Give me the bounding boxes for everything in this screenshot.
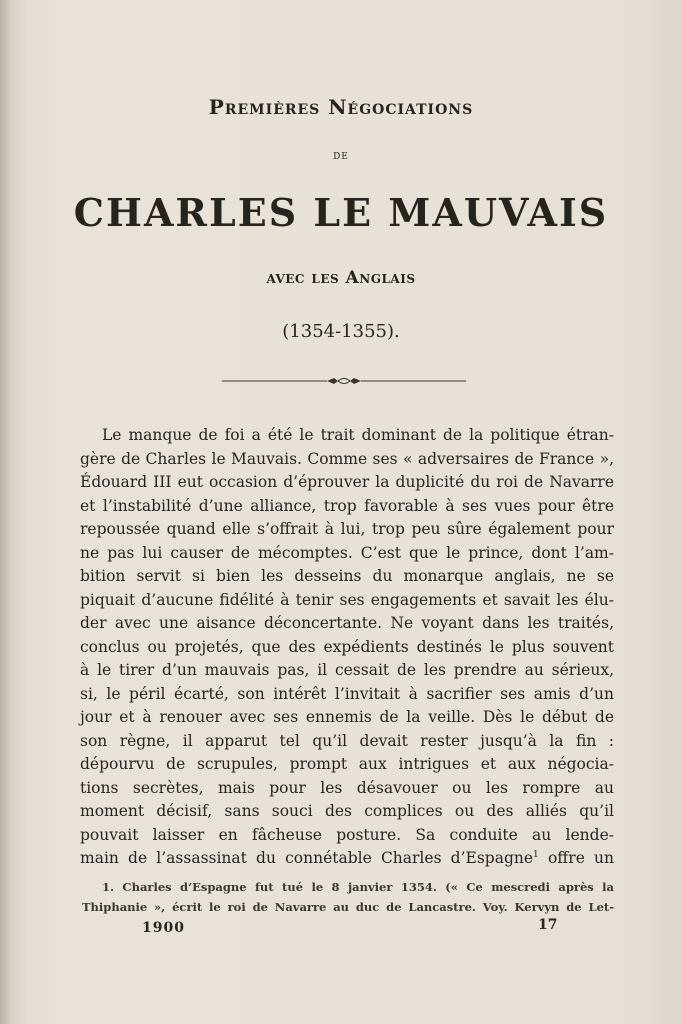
footnote-marker: 1 [533, 849, 539, 860]
date-range: (1354-1355). [282, 321, 400, 342]
pre-title: Premières Négociations [208, 95, 474, 119]
main-title: CHARLES LE MAUVAIS [73, 190, 609, 235]
signature-page-number: 17 [538, 917, 558, 933]
footnote [82, 877, 614, 917]
text-line: Le manque de foi a été le trait dominant de la politique étran- [102, 426, 614, 444]
text-line: bition servit si bien les desseins du monarque anglais, ne se [80, 567, 614, 585]
text-line-last [80, 847, 614, 871]
text-line: à le tirer d’un mauvais pas, il cessait de les prendre au sérieux, [80, 661, 614, 679]
divider-ornament [222, 375, 466, 387]
subtitle: avec les Anglais [266, 268, 416, 288]
text-line: jour et à renouer avec ses ennemis de la veille. Dès le début de [80, 708, 614, 726]
text-line: pouvait laisser en fâcheuse posture. Sa conduite au lende- [80, 825, 614, 844]
text-line: der avec une aisance déconcertante. Ne voyant dans les traités, [80, 614, 614, 632]
last-line-text: main de l’assassinat du connétable Charles d’Espagne [80, 849, 534, 867]
text-line: moment décisif, sans souci des complices ou des alliés qu’il [80, 802, 614, 820]
text-line: son règne, il apparut tel qu’il devait rester jusqu’à la fin : [80, 731, 614, 750]
text-line: repoussée quand elle s’offrait à lui, trop peu sûre également pour [80, 520, 614, 538]
text-line: piquait d’aucune fidélité à tenir ses engagements et savait les élu- [80, 590, 614, 609]
last-line-end: offre un [538, 849, 614, 867]
text-line: gère de Charles le Mauvais. Comme ses « adversaires de France », [80, 449, 614, 468]
text-line: et l’instabilité d’une alliance, trop favorable à ses vues pour être [80, 496, 614, 515]
text-line: tions secrètes, mais pour les désavouer ou les rompre au [80, 778, 614, 797]
footnote-line: 1. Charles d’Espagne fut tué le 8 janvier 1354. (« Ce mescredi après la [102, 880, 614, 894]
signature-year: 1900 [142, 920, 185, 936]
footnote-line: Thiphanie », écrit le roi de Navarre au duc de Lancastre. Voy. Kervyn de Let- [82, 900, 614, 914]
text-line: dépourvu de scrupules, prompt aux intrigues et aux négocia- [80, 755, 614, 773]
text-line: Édouard III eut occasion d’éprouver la duplicité du roi de Navarre [80, 473, 614, 491]
body-paragraph [80, 424, 614, 871]
text-line: conclus ou projetés, que des expédients destinés le plus souvent [80, 637, 614, 656]
title-connector: DE [333, 152, 349, 162]
text-line: ne pas lui causer de mécomptes. C’est que le prince, dont l’am- [80, 543, 614, 562]
text-line: si, le péril écarté, son intérêt l’invitait à sacrifier ses amis d’un [80, 684, 614, 703]
